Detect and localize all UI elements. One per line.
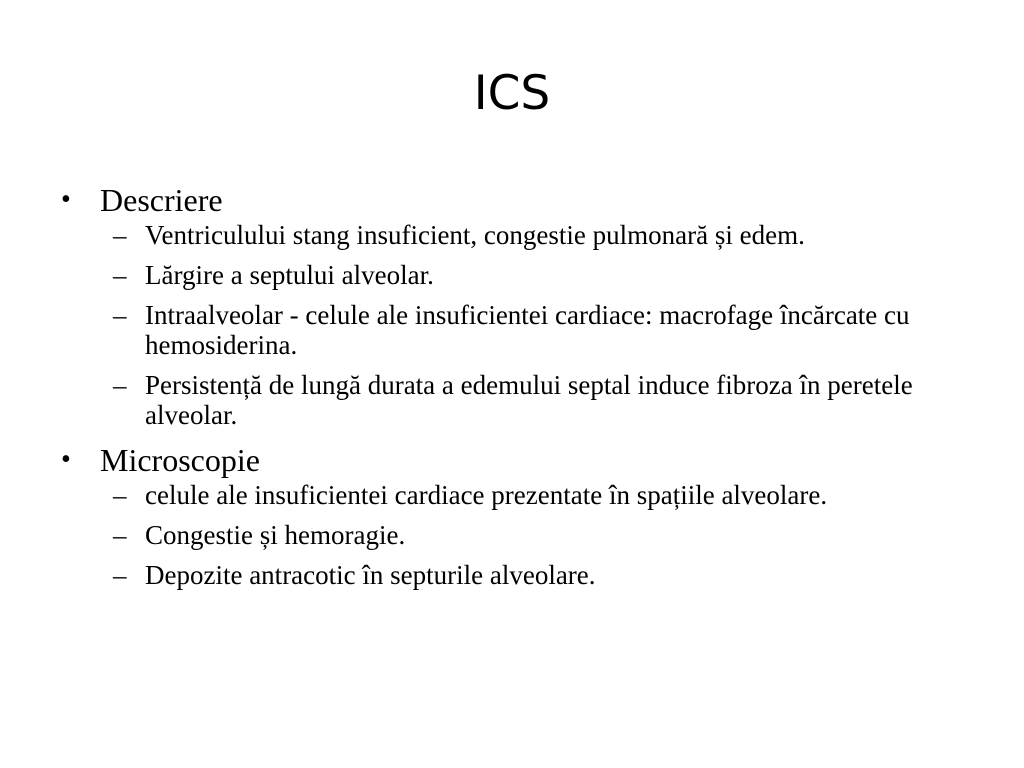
list-item-text: Depozite antracotic în septurile alveolare. [145,560,596,590]
sub-list [100,480,958,590]
section-heading: Descriere [100,182,223,218]
list-item [100,260,958,290]
list-item-text: Intraalveolar - celule ale insuficientei cardiace: macrofage încărcate cu hemosiderina. [145,300,910,360]
slide-body [58,180,958,600]
list-item [100,300,958,360]
section-descriere [58,180,958,430]
bullet-list [58,180,958,590]
dash-bullet-icon: – [113,300,127,330]
section-heading: Microscopie [100,442,260,478]
dash-bullet-icon: – [113,480,127,510]
list-item [100,520,958,550]
sub-list [100,220,958,430]
dash-bullet-icon: – [113,260,127,290]
list-item [100,370,958,430]
list-item [100,220,958,250]
list-item-text: Persistență de lungă durata a edemului septal induce fibroza în peretele alveolar. [145,370,913,430]
list-item-text: Ventriculului stang insuficient, congestie pulmonară și edem. [145,220,805,250]
list-item-text: celule ale insuficientei cardiace prezentate în spațiile alveolare. [145,480,828,510]
bullet-dot-icon: • [61,184,71,215]
bullet-dot-icon: • [61,444,71,475]
list-item [100,560,958,590]
section-microscopie [58,440,958,590]
dash-bullet-icon: – [113,520,127,550]
dash-bullet-icon: – [113,370,127,400]
list-item-text: Lărgire a septului alveolar. [145,260,434,290]
dash-bullet-icon: – [113,220,127,250]
dash-bullet-icon: – [113,560,127,590]
slide-title: ICS [473,66,551,121]
list-item [100,480,958,510]
list-item-text: Congestie și hemoragie. [145,520,406,550]
